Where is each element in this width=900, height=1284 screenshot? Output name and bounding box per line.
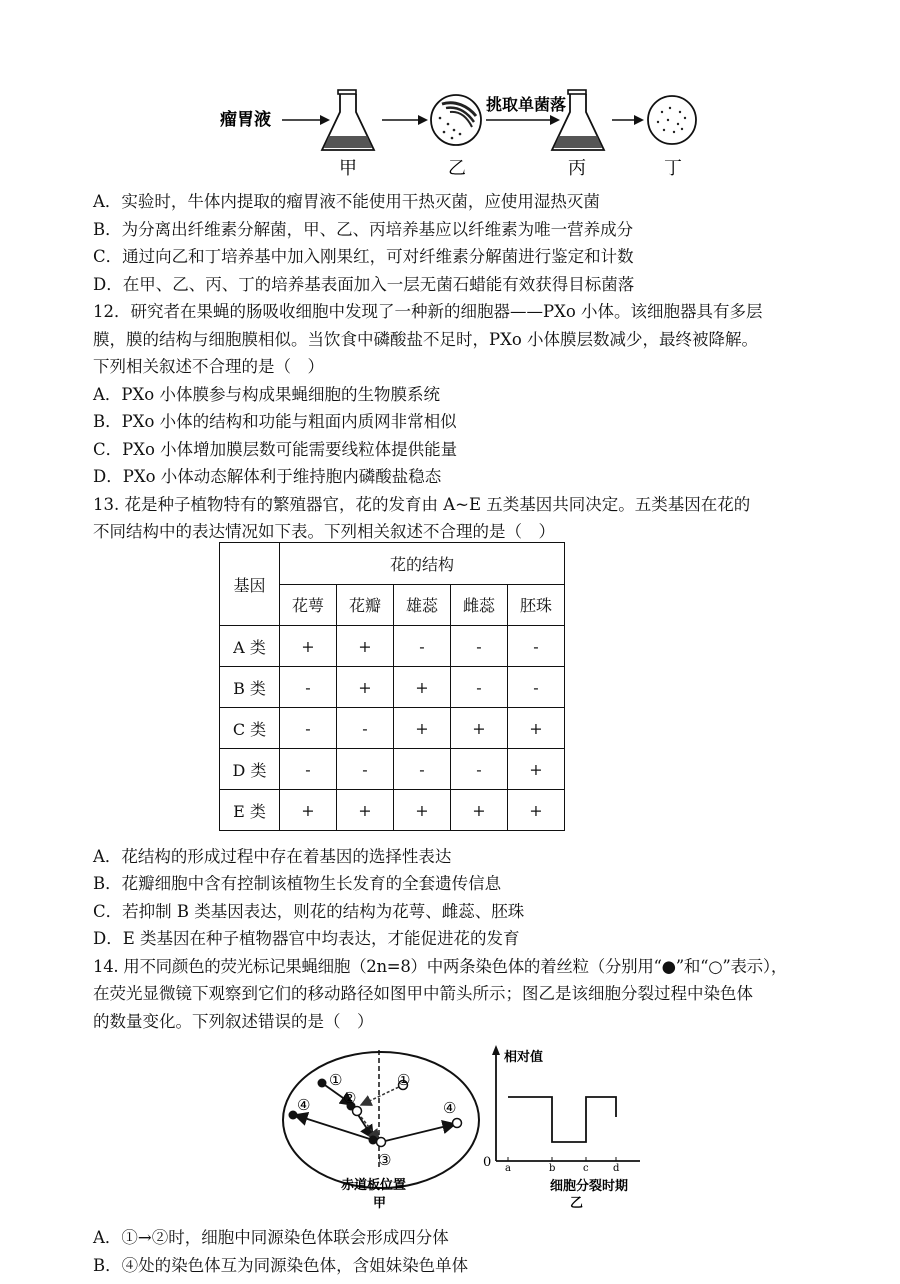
table-cell: +	[394, 667, 451, 708]
table-cell: -	[451, 667, 508, 708]
marker-2: ②	[343, 1089, 357, 1107]
chromosome-count-line	[508, 1097, 616, 1142]
row-label: E 类	[220, 790, 280, 831]
table-cell: +	[337, 626, 394, 667]
q14-option-b: B．④处的染色体互为同源染色体，含姐妹染色单体	[93, 1256, 469, 1275]
q12-option-b: B．PXo 小体的结构和功能与粗面内质网非常相似	[93, 412, 457, 431]
q11-option-a: A．实验时，牛体内提取的瘤胃液不能使用干热灭菌，应使用湿热灭菌	[93, 192, 600, 211]
table-cell: +	[508, 749, 565, 790]
marker-1: ①	[329, 1071, 343, 1089]
source-label: 瘤胃液	[220, 110, 271, 130]
table-cell: +	[280, 626, 337, 667]
marker-1-right: ①	[397, 1071, 411, 1089]
marker-4-right: ④	[443, 1099, 457, 1117]
table-row	[220, 626, 565, 667]
table-group-header: 花的结构	[280, 543, 565, 585]
table-cell: +	[451, 790, 508, 831]
row-label: B 类	[220, 667, 280, 708]
q14-option-a: A．①→②时，细胞中同源染色体联会形成四分体	[93, 1228, 449, 1247]
origin-label: 0	[483, 1155, 492, 1170]
marker-4-left: ④	[297, 1096, 311, 1114]
q13-option-a: A．花结构的形成过程中存在着基因的选择性表达	[93, 847, 452, 866]
row-label: C 类	[220, 708, 280, 749]
table-cell: +	[508, 790, 565, 831]
petri-dish-ding-icon	[648, 96, 696, 144]
q14-stem-line-2: 在荧光显微镜下观察到它们的移动路径如图甲中箭头所示；图乙是该细胞分裂过程中染色体	[93, 984, 753, 1003]
label-jia: 甲	[339, 158, 357, 179]
label-ding: 丁	[664, 158, 682, 179]
culture-flow-diagram	[210, 82, 710, 182]
x-tick-label: b	[549, 1163, 556, 1174]
table-cell: +	[337, 667, 394, 708]
table-cell: +	[508, 708, 565, 749]
table-cell: -	[508, 626, 565, 667]
hollow-centromere-icon	[353, 1107, 362, 1116]
table-cell: -	[451, 626, 508, 667]
column-header: 花萼	[280, 584, 337, 626]
table-header-row	[220, 543, 565, 585]
table-cell: +	[451, 708, 508, 749]
table-cell: -	[280, 749, 337, 790]
table-row	[220, 708, 565, 749]
q12-stem-line-1: 12．研究者在果蝇的肠吸收细胞中发现了一种新的细胞器——PXo 小体。该细胞器具有多层	[93, 302, 763, 321]
table-cell: -	[451, 749, 508, 790]
table-row	[220, 667, 565, 708]
hollow-centromere-icon	[377, 1138, 386, 1147]
q12-option-a: A．PXo 小体膜参与构成果蝇细胞的生物膜系统	[93, 385, 440, 404]
q13-stem-line-2: 不同结构中的表达情况如下表。下列相关叙述不合理的是（ ）	[93, 522, 555, 541]
pick-colony-label: 挑取单菌落	[486, 95, 567, 114]
table-cell: -	[337, 708, 394, 749]
q14-stem-line-3: 的数量变化。下列叙述错误的是（ ）	[93, 1012, 374, 1031]
marker-3: ③	[378, 1151, 392, 1169]
table-row	[220, 749, 565, 790]
q11-option-d: D．在甲、乙、丙、丁的培养基表面加入一层无菌石蜡能有效获得目标菌落	[93, 275, 635, 294]
row-label: D 类	[220, 749, 280, 790]
q12-stem-line-2: 膜，膜的结构与细胞膜相似。当饮食中磷酸盐不足时，PXo 小体膜层数减少，最终被降解。	[93, 330, 759, 349]
column-header: 雌蕊	[451, 584, 508, 626]
table-cell: +	[280, 790, 337, 831]
column-header: 雄蕊	[394, 584, 451, 626]
x-tick-label: c	[583, 1163, 589, 1174]
chromosome-count-chart	[478, 1043, 653, 1213]
column-header: 花瓣	[337, 584, 394, 626]
table-cell: -	[394, 749, 451, 790]
row-label: A 类	[220, 626, 280, 667]
column-header: 胚珠	[508, 584, 565, 626]
label-bing: 丙	[568, 158, 586, 179]
table-cell: +	[394, 790, 451, 831]
q13-option-b: B．花瓣细胞中含有控制该植物生长发育的全套遗传信息	[93, 874, 502, 893]
equatorial-plate-caption: 赤道板位置	[341, 1178, 407, 1193]
table-cell: +	[394, 708, 451, 749]
fig-b-label: 乙	[570, 1196, 584, 1211]
q12-stem-line-3: 下列相关叙述不合理的是（ ）	[93, 357, 324, 376]
q13-stem-line-1: 13. 花是种子植物特有的繁殖器官，花的发育由 A~E 五类基因共同决定。五类基因在花的	[93, 495, 751, 514]
table-cell: -	[394, 626, 451, 667]
table-cell: -	[508, 667, 565, 708]
table-cell: -	[280, 667, 337, 708]
petri-dish-yi-icon	[431, 95, 481, 145]
table-cell: +	[337, 790, 394, 831]
x-axis-label: 细胞分裂时期	[550, 1179, 629, 1194]
table-cell: -	[280, 708, 337, 749]
gene-expression-table	[219, 542, 565, 831]
table-corner-cell: 基因	[220, 543, 280, 626]
chromosome-movement-diagram	[275, 1045, 490, 1220]
filled-centromere-icon	[318, 1079, 327, 1088]
table-cell: -	[337, 749, 394, 790]
q12-option-d: D．PXo 小体动态解体利于维持胞内磷酸盐稳态	[93, 467, 442, 486]
x-tick-label: d	[613, 1163, 620, 1174]
fig-a-label: 甲	[373, 1196, 387, 1211]
q13-option-d: D．E 类基因在种子植物器官中均表达，才能促进花的发育	[93, 929, 520, 948]
table-row	[220, 790, 565, 831]
q13-option-c: C．若抑制 B 类基因表达，则花的结构为花萼、雌蕊、胚珠	[93, 902, 525, 921]
label-yi: 乙	[448, 158, 466, 179]
q11-option-c: C．通过向乙和丁培养基中加入刚果红，可对纤维素分解菌进行鉴定和计数	[93, 247, 634, 266]
hollow-centromere-icon	[453, 1119, 462, 1128]
x-tick-label: a	[505, 1163, 511, 1174]
q12-option-c: C．PXo 小体增加膜层数可能需要线粒体提供能量	[93, 440, 458, 459]
q11-option-b: B．为分离出纤维素分解菌，甲、乙、丙培养基应以纤维素为唯一营养成分	[93, 220, 634, 239]
y-axis-label: 相对值	[504, 1050, 544, 1065]
q14-stem-line-1: 14. 用不同颜色的荧光标记果蝇细胞（2n=8）中两条染色体的着丝粒（分别用“●”和“○”表示），	[93, 957, 788, 976]
